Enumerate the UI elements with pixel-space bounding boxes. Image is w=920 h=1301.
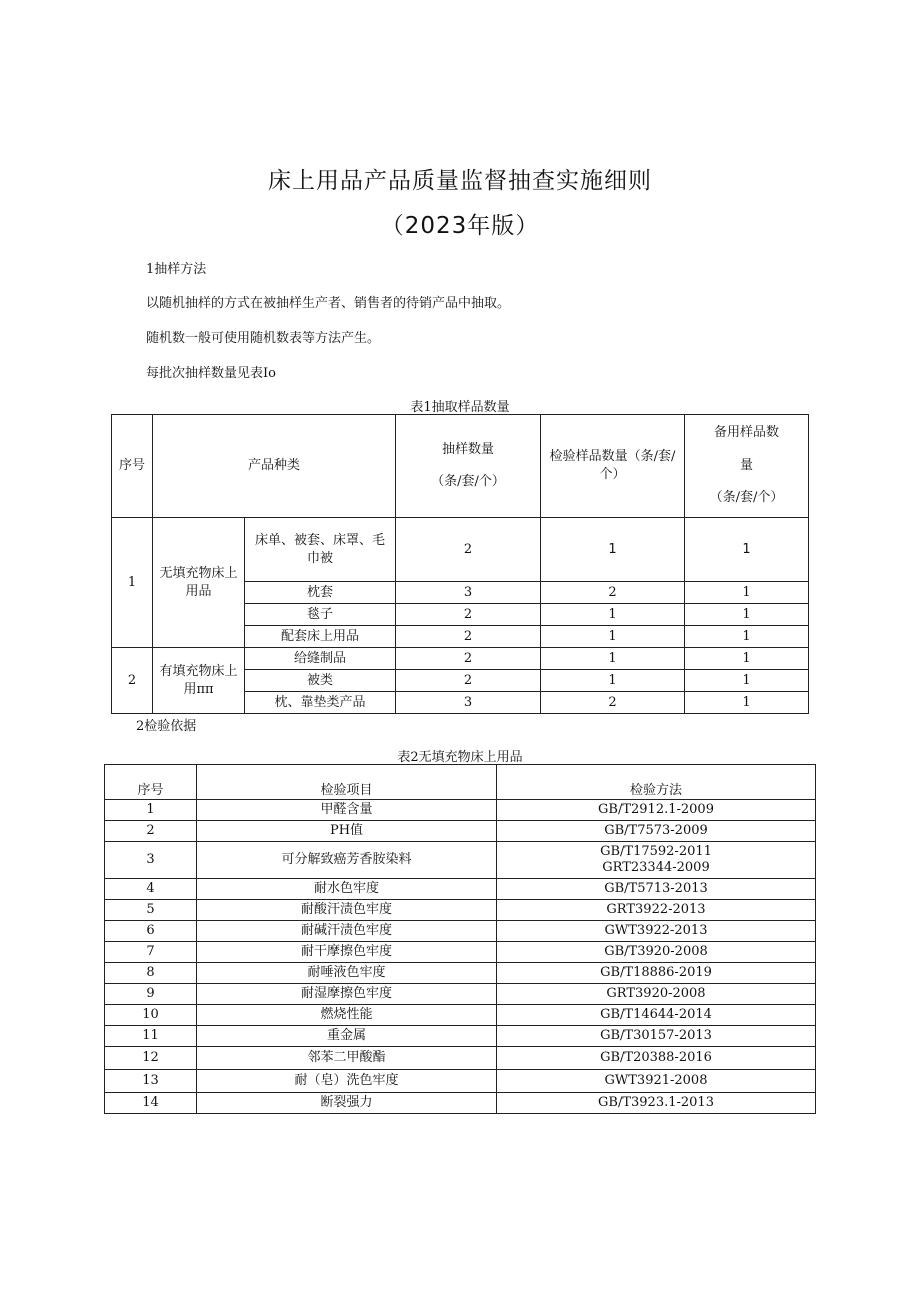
inspect-qty: 1 [541, 604, 685, 626]
row-seq: 5 [105, 900, 197, 921]
backup-qty: 1 [685, 692, 809, 714]
row-seq: 8 [105, 963, 197, 984]
row-item: 耐碱汗渍色牢度 [197, 921, 497, 942]
table-row [105, 984, 816, 1005]
header-seq: 序号 [112, 415, 153, 518]
header-sample-qty-unit: （条/套/个） [431, 474, 505, 489]
row-item: 耐湿摩擦色牢度 [197, 984, 497, 1005]
row-item: 燃烧性能 [197, 1005, 497, 1026]
row-seq: 4 [105, 879, 197, 900]
row-method-line: GB/T17592-2011 [600, 844, 712, 860]
sample-qty: 2 [396, 518, 541, 582]
inspection-basis-table [104, 764, 816, 1114]
row-method: GB/T2912.1-2009 [497, 800, 816, 821]
sample-qty: 2 [396, 648, 541, 670]
row-method [497, 842, 816, 879]
product-name: 枕套 [245, 582, 396, 604]
row-method-line: GRT23344-2009 [602, 860, 710, 875]
header-method: 检验方法 [497, 765, 816, 800]
table-row [105, 1093, 816, 1114]
row-method: GRT3920-2008 [497, 984, 816, 1005]
sample-qty: 3 [396, 582, 541, 604]
inspect-qty: 1 [541, 518, 685, 582]
row-method: GB/T18886-2019 [497, 963, 816, 984]
table-row [105, 900, 816, 921]
document-subtitle: （2023年版） [380, 213, 540, 239]
backup-qty: 1 [685, 626, 809, 648]
row-item: PH值 [197, 821, 497, 842]
header-sample-qty [396, 415, 541, 518]
header-backup-qty-unit: （条/套/个） [709, 490, 784, 506]
sample-qty: 2 [396, 626, 541, 648]
group-seq: 1 [112, 518, 153, 648]
table-row [105, 1026, 816, 1047]
backup-qty: 1 [685, 648, 809, 670]
inspect-qty: 2 [541, 582, 685, 604]
row-item: 耐唾液色牢度 [197, 963, 497, 984]
paragraph: 以随机抽样的方式在被抽样生产者、销售者的待销产品中抽取。 [146, 296, 511, 311]
table-row [112, 648, 809, 670]
backup-qty: 1 [685, 518, 809, 582]
row-seq: 12 [105, 1047, 197, 1070]
row-seq: 13 [105, 1070, 197, 1093]
table-header-row [112, 415, 809, 518]
section1-heading: 1抽样方法 [146, 262, 207, 277]
row-seq: 10 [105, 1005, 197, 1026]
product-name: 毯子 [245, 604, 396, 626]
product-name: 被类 [245, 670, 396, 692]
header-backup-qty-label-cont: 量 [740, 457, 754, 473]
table-row [105, 921, 816, 942]
table-row [105, 942, 816, 963]
document-title: 床上用品产品质量监督抽查实施细则 [268, 168, 652, 194]
paragraph: 随机数一般可使用随机数表等方法产生。 [146, 331, 381, 346]
inspect-qty: 1 [541, 626, 685, 648]
table-row [105, 821, 816, 842]
row-method: GB/T5713-2013 [497, 879, 816, 900]
inspect-qty: 1 [541, 670, 685, 692]
paragraph: 每批次抽样数量见表Io [146, 366, 276, 381]
backup-qty: 1 [685, 670, 809, 692]
product-name: 给缝制品 [245, 648, 396, 670]
row-seq: 7 [105, 942, 197, 963]
row-method: GWT3921-2008 [497, 1070, 816, 1093]
table1-caption: 表1抽取样品数量 [410, 400, 510, 415]
sample-qty: 3 [396, 692, 541, 714]
row-item: 邻苯二甲酸酯 [197, 1047, 497, 1070]
table-header-row [105, 765, 816, 800]
sampling-quantity-table [111, 414, 809, 714]
group-name: 无填充物床上用品 [153, 518, 245, 648]
backup-qty: 1 [685, 582, 809, 604]
row-item: 耐水色牢度 [197, 879, 497, 900]
row-method: GB/T7573-2009 [497, 821, 816, 842]
row-item: 耐酸汗渍色牢度 [197, 900, 497, 921]
table-row [112, 518, 809, 582]
inspect-qty: 1 [541, 648, 685, 670]
row-method: GB/T3923.1-2013 [497, 1093, 816, 1114]
row-method: GWT3922-2013 [497, 921, 816, 942]
table-row [105, 1070, 816, 1093]
row-seq: 9 [105, 984, 197, 1005]
row-method: GB/T30157-2013 [497, 1026, 816, 1047]
row-item: 断裂强力 [197, 1093, 497, 1114]
header-item: 检验项目 [197, 765, 497, 800]
inspect-qty: 2 [541, 692, 685, 714]
row-seq: 14 [105, 1093, 197, 1114]
header-backup-qty [685, 415, 809, 518]
row-seq: 2 [105, 821, 197, 842]
header-seq: 序号 [105, 765, 197, 800]
row-method: GB/T14644-2014 [497, 1005, 816, 1026]
table-row [105, 1047, 816, 1070]
row-item: 重金属 [197, 1026, 497, 1047]
sample-qty: 2 [396, 604, 541, 626]
sample-qty: 2 [396, 670, 541, 692]
product-name: 床单、被套、床罩、毛巾被 [245, 518, 396, 582]
header-sample-qty-label: 抽样数量 [442, 442, 495, 458]
header-backup-qty-label: 备用样品数 [714, 425, 780, 441]
table2-caption: 表2无填充物床上用品 [397, 750, 523, 765]
product-name: 配套床上用品 [245, 626, 396, 648]
row-item: 可分解致癌芳香胺染料 [197, 842, 497, 879]
row-seq: 11 [105, 1026, 197, 1047]
table-row [105, 1005, 816, 1026]
header-category: 产品种类 [153, 415, 396, 518]
row-method: GB/T3920-2008 [497, 942, 816, 963]
row-item: 甲醛含量 [197, 800, 497, 821]
table-row [105, 963, 816, 984]
row-seq: 3 [105, 842, 197, 879]
header-inspect-qty: 检验样品数量（条/套/个） [541, 415, 685, 518]
table-row [105, 800, 816, 821]
backup-qty: 1 [685, 604, 809, 626]
group-name: 有填充物床上用ππ [153, 648, 245, 714]
table-row [105, 879, 816, 900]
row-seq: 1 [105, 800, 197, 821]
section2-heading: 2检验依据 [136, 719, 197, 734]
row-method: GB/T20388-2016 [497, 1047, 816, 1070]
table-row [105, 842, 816, 879]
product-name: 枕、靠垫类产品 [245, 692, 396, 714]
row-method: GRT3922-2013 [497, 900, 816, 921]
group-seq: 2 [112, 648, 153, 714]
row-seq: 6 [105, 921, 197, 942]
row-item: 耐（皂）洗色牢度 [197, 1070, 497, 1093]
row-item: 耐干摩擦色牢度 [197, 942, 497, 963]
